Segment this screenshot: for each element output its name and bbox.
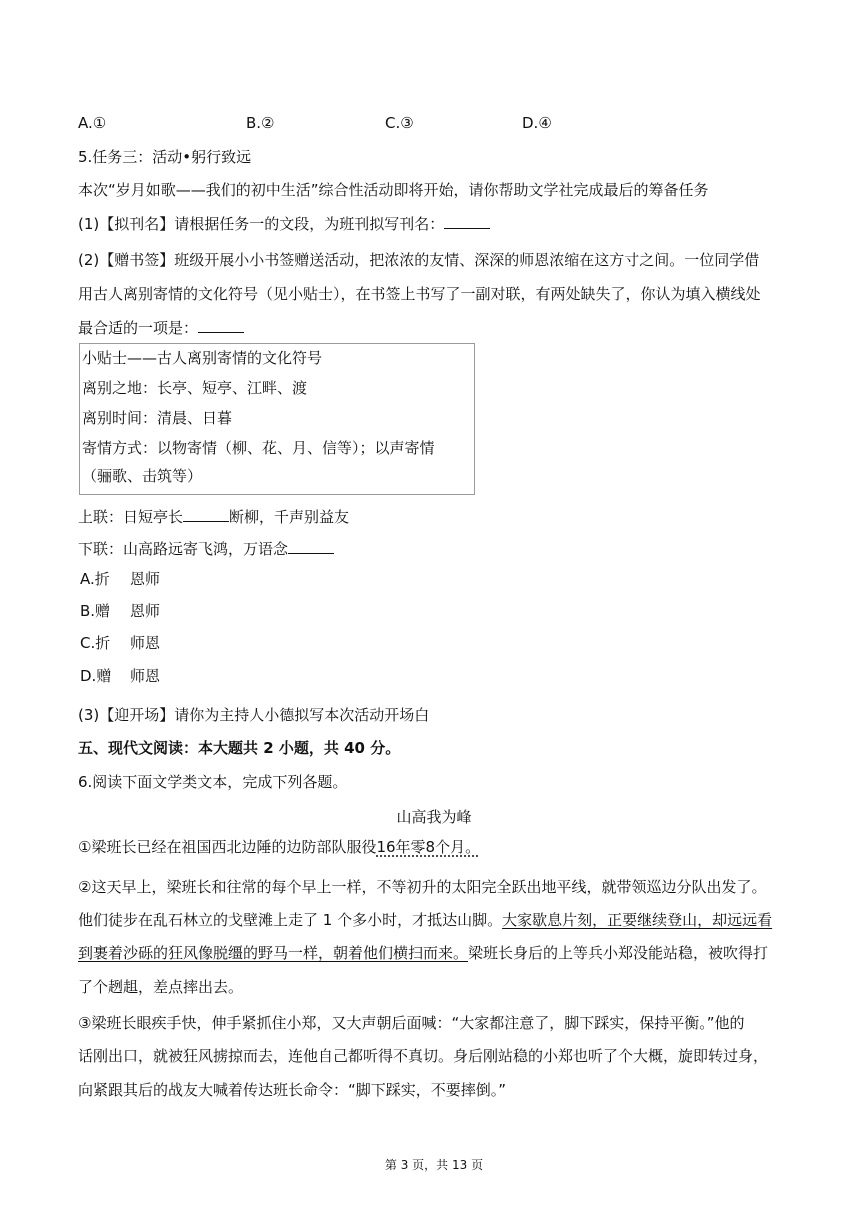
article-title: 山高我为峰 [396,808,472,826]
question-6: 6.阅读下面文学类文本，完成下列各题。 [78,773,348,791]
tips-line: 离别时间：清晨、日暮 [82,409,233,427]
option-b: B.② [246,114,275,132]
choice-b [80,601,160,621]
emphasized-text: 16年零8个月。 [376,838,481,856]
tips-line: 寄情方式：以物寄情（柳、花、月、信等）；以声寄情 [82,439,435,457]
option-c: C.③ [385,114,414,132]
underlined-sentence: 到裹着沙砾的狂风像脱缰的野马一样，朝着他们横扫而来。 [78,944,469,962]
answer-blank [444,214,490,229]
choice-letter: B.赠 [80,602,111,620]
paragraph-2-line-1: ②这天早上，梁班长和往常的每个早上一样，不等初升的太阳完全跃出地平线，就带领巡边分队出发了。 [78,878,767,896]
paragraph-2-line-2 [78,910,772,930]
option-d: D.④ [522,114,552,132]
question-2-line-2: 用古人离别寄情的文化符号（见小贴士），在书签上书写了一副对联，有两处缺失了，你认为填入横线处 [78,285,761,303]
paragraph-1 [78,837,480,857]
task5-intro: 本次“岁月如歌——我们的初中生活”综合性活动即将开始，请你帮助文学社完成最后的筹备任务 [78,181,709,199]
choice-text: 师恩 [130,667,161,685]
choice-letter: C.折 [80,634,111,652]
couplet-upper [78,507,349,527]
paragraph-1-text: ①梁班长已经在祖国西北边陲的边防部队服役 [78,838,377,856]
underlined-sentence: 大家歇息片刻，正要继续登山，却远远看 [502,911,773,929]
couplet-blank [183,507,229,522]
question-1 [78,214,490,234]
page-footer: 第 3 页，共 13 页 [384,1158,484,1172]
question-2-line-3 [78,318,244,338]
choice-a [80,569,160,589]
tips-title: 小贴士——古人离别寄情的文化符号 [82,349,323,367]
option-a: A.① [78,114,107,132]
choice-letter: A.折 [80,570,110,588]
paragraph-2-text: 梁班长身后的上等兵小郑没能站稳，被吹得打 [468,944,769,962]
question-3: (3)【迎开场】请你为主持人小德拟写本次活动开场白 [78,706,430,724]
choice-d [80,666,160,686]
choice-letter: D.赠 [80,667,112,685]
paragraph-2-text: 他们徒步在乱石林立的戈壁滩上走了 1 个多小时，才抵达山脚。 [78,911,503,929]
choice-c [80,633,160,653]
question-1-text: (1)【拟刊名】请根据任务一的文段，为班刊拟写刊名： [78,215,445,233]
question-2-line-1: (2)【赠书签】班级开展小小书签赠送活动，把浓浓的友情、深深的师恩浓缩在这方寸之间。一位同学借 [78,251,760,269]
question-2-text: 最合适的一项是： [78,319,199,337]
couplet-lower-text: 下联：山高路远寄飞鸿，万语念 [78,540,289,558]
couplet-lower [78,539,334,559]
section-heading: 五、现代文阅读：本大题共 2 小题，共 40 分。 [78,739,401,757]
paragraph-2-line-3 [78,943,768,963]
paragraph-3-line-1: ③梁班长眼疾手快，伸手紧抓住小郑，又大声朝后面喊：“大家都注意了，脚下踩实，保持平衡。”他的 [78,1014,745,1032]
couplet-blank [288,539,334,554]
answer-blank [198,318,244,333]
paragraph-3-line-3: 向紧跟其后的战友大喊着传达班长命令：“脚下踩实，不要摔倒。” [78,1081,507,1099]
choice-text: 恩师 [130,570,161,588]
choice-text: 师恩 [130,634,161,652]
task5-title: 5.任务三：活动•躬行致远 [78,148,252,166]
tips-line: （骊歌、击筑等） [82,467,203,485]
choice-text: 恩师 [130,602,161,620]
paragraph-2-line-4: 了个趔趄，差点摔出去。 [78,978,244,996]
tips-line: 离别之地：长亭、短亭、江畔、渡 [82,379,308,397]
couplet-upper-end: 断柳，千声别益友 [229,508,350,526]
couplet-upper-start: 上联：日短亭长 [78,508,184,526]
paragraph-3-line-2: 话刚出口，就被狂风掳掠而去，连他自己都听得不真切。身后刚站稳的小郑也听了个大概，旋即转过身， [78,1047,769,1065]
